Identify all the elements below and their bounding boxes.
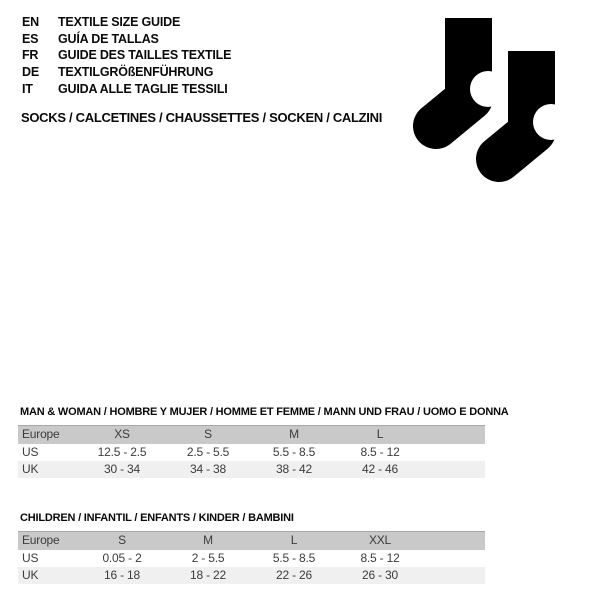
language-label: GUIDE DES TAILLES TEXTILE <box>58 48 232 63</box>
sock-front <box>499 51 569 159</box>
size-cell: 18 - 22 <box>190 567 226 582</box>
column-header-size: M <box>203 533 213 548</box>
size-cell: 26 - 30 <box>362 567 398 582</box>
language-label: GUIDA ALLE TAGLIE TESSILI <box>58 81 228 96</box>
size-row-uk <box>18 567 485 584</box>
size-row-us <box>18 444 485 461</box>
language-code: ES <box>22 31 39 46</box>
size-cell: 2 - 5.5 <box>191 550 225 565</box>
size-row-us <box>18 550 485 567</box>
size-cell: 5.5 - 8.5 <box>272 550 316 565</box>
size-cell: 8.5 - 12 <box>360 444 400 459</box>
language-code: IT <box>22 81 33 96</box>
size-row-uk <box>18 461 485 478</box>
language-row <box>22 31 231 48</box>
size-cell: 2.5 - 5.5 <box>186 444 230 459</box>
language-row <box>22 80 231 97</box>
size-table-title-children: CHILDREN / INFANTIL / ENFANTS / KINDER / BAMBINI <box>20 512 294 524</box>
size-table-children <box>18 531 485 584</box>
language-label: TEXTILGRÖßENFÜHRUNG <box>58 65 214 80</box>
column-header-size: XXL <box>368 533 392 548</box>
row-label: US <box>22 550 39 565</box>
language-label: TEXTILE SIZE GUIDE <box>58 15 181 30</box>
size-cell-filler <box>423 550 485 567</box>
column-header-size: M <box>289 427 299 442</box>
language-row <box>22 47 231 64</box>
size-table-header-row <box>18 532 485 550</box>
size-cell: 30 - 34 <box>104 461 140 476</box>
row-label: UK <box>22 461 39 476</box>
size-cell: 16 - 18 <box>104 567 140 582</box>
size-cell: 22 - 26 <box>276 567 312 582</box>
language-code: EN <box>22 15 39 30</box>
sock-back <box>436 18 506 126</box>
column-header-size: L <box>290 533 298 548</box>
size-table-header-row <box>18 426 485 444</box>
column-header-size: S <box>118 533 126 548</box>
column-header-size: L <box>376 427 384 442</box>
language-row <box>22 14 231 31</box>
row-label: UK <box>22 567 39 582</box>
size-cell-filler <box>423 444 485 461</box>
size-cell-filler <box>423 567 485 584</box>
row-label: US <box>22 444 39 459</box>
size-cell: 5.5 - 8.5 <box>272 444 316 459</box>
size-cell: 8.5 - 12 <box>360 550 400 565</box>
language-label: GUÍA DE TALLAS <box>58 31 159 46</box>
size-cell: 34 - 38 <box>190 461 226 476</box>
size-cell: 12.5 - 2.5 <box>97 444 147 459</box>
size-cell: 38 - 42 <box>276 461 312 476</box>
column-header-region: Europe <box>22 427 60 442</box>
size-cell: 42 - 46 <box>362 461 398 476</box>
language-code: DE <box>22 65 39 80</box>
column-header-filler <box>423 532 485 550</box>
language-list <box>22 14 231 97</box>
column-header-size: XS <box>114 427 130 442</box>
size-table-title-adult: MAN & WOMAN / HOMBRE Y MUJER / HOMME ET FEMME / MANN UND FRAU / UOMO E DONNA <box>20 406 509 418</box>
language-code: FR <box>22 48 39 63</box>
column-header-filler <box>423 426 485 444</box>
product-category-title: SOCKS / CALCETINES / CHAUSSETTES / SOCKEN / CALZINI <box>21 110 383 125</box>
column-header-region: Europe <box>22 533 60 548</box>
size-table-adult <box>18 425 485 478</box>
column-header-size: S <box>204 427 212 442</box>
socks-icon <box>400 5 570 190</box>
size-cell: 0.05 - 2 <box>102 550 142 565</box>
language-row <box>22 64 231 81</box>
size-cell-filler <box>423 461 485 478</box>
